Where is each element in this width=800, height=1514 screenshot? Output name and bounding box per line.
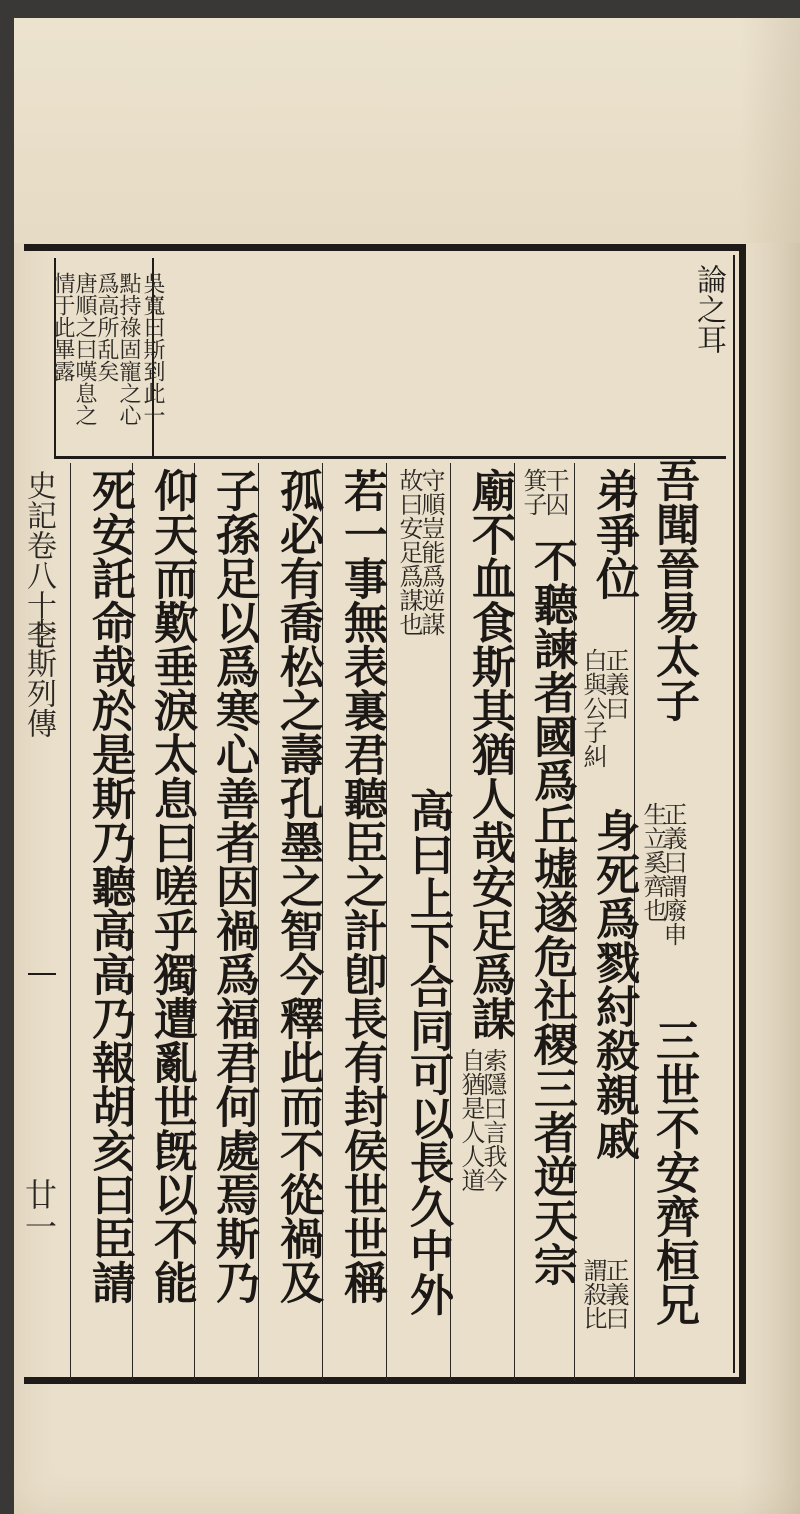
annotation-line: 守順豈能爲逆謀 <box>417 468 445 636</box>
text-column: 高曰上下合同可以長久中外 <box>402 788 453 1316</box>
page-edge-shadow <box>740 18 800 1514</box>
running-title: 論之耳 <box>691 264 726 354</box>
annotation-line: 正義曰 <box>601 648 629 720</box>
commentary-line: 吳寬曰斯到此一 <box>140 272 165 426</box>
commentary-line: 爲高所乱矣 <box>94 272 119 382</box>
text-column: 三世不安齊桓兄 <box>648 1018 699 1326</box>
annotation-line: 索隱曰言我今 <box>479 1048 507 1192</box>
text-column: 身死爲戮紂殺親戚 <box>588 808 639 1160</box>
text-column: 弟爭位 <box>588 468 639 600</box>
annotation-line: 自猶是人人道 <box>457 1048 485 1192</box>
text-column: 廟不血食斯其猶人哉安足爲謀 <box>464 468 515 1040</box>
header-rule <box>54 456 726 459</box>
text-column: 若一事無表裏君聽臣之計卽長有封侯世世稱 <box>336 468 387 1304</box>
commentary-line: 情于此畢露 <box>50 272 75 382</box>
page-number: 廿一 <box>20 1178 58 1242</box>
fishtail-mark <box>28 973 56 989</box>
text-column: 吾聞晉易太子 <box>648 458 699 722</box>
chapter-label: 李斯列傳 <box>21 618 56 738</box>
annotation-line: 白與公子糾 <box>579 648 607 768</box>
commentary-line: 點持祿固寵之心 <box>116 272 141 426</box>
book-title-label: 史記卷八十七 <box>21 470 56 650</box>
annotation-line: 箕子 <box>519 468 547 516</box>
text-column: 孤必有喬松之壽孔墨之智今釋此而不從禍及 <box>272 468 323 1304</box>
upper-margin <box>14 18 800 243</box>
column-rule <box>70 463 71 1381</box>
annotation-line: 生立奚齊也 <box>639 802 667 922</box>
annotation-line: 故曰安足爲謀也 <box>395 468 423 636</box>
text-column: 死安託命哉於是斯乃聽高高乃報胡亥曰臣請 <box>84 468 135 1304</box>
annotation-line: 正義曰 <box>601 1258 629 1330</box>
text-column: 不聽諫者國爲丘墟遂危社稷三者逆天宗 <box>526 538 577 1286</box>
book-page <box>14 18 800 1514</box>
annotation-line: 正義曰謂廢申 <box>659 802 687 946</box>
text-column: 仰天而歎垂淚太息曰嗟乎獨遭亂世旣以不能 <box>146 468 197 1304</box>
annotation-line: 謂殺比 <box>579 1258 607 1330</box>
annotation-line: 干囚 <box>541 468 569 516</box>
commentary-line: 唐順之曰嘆息之 <box>72 272 97 426</box>
text-column: 子孫足以爲寒心善者因禍爲福君何處焉斯乃 <box>208 468 259 1304</box>
